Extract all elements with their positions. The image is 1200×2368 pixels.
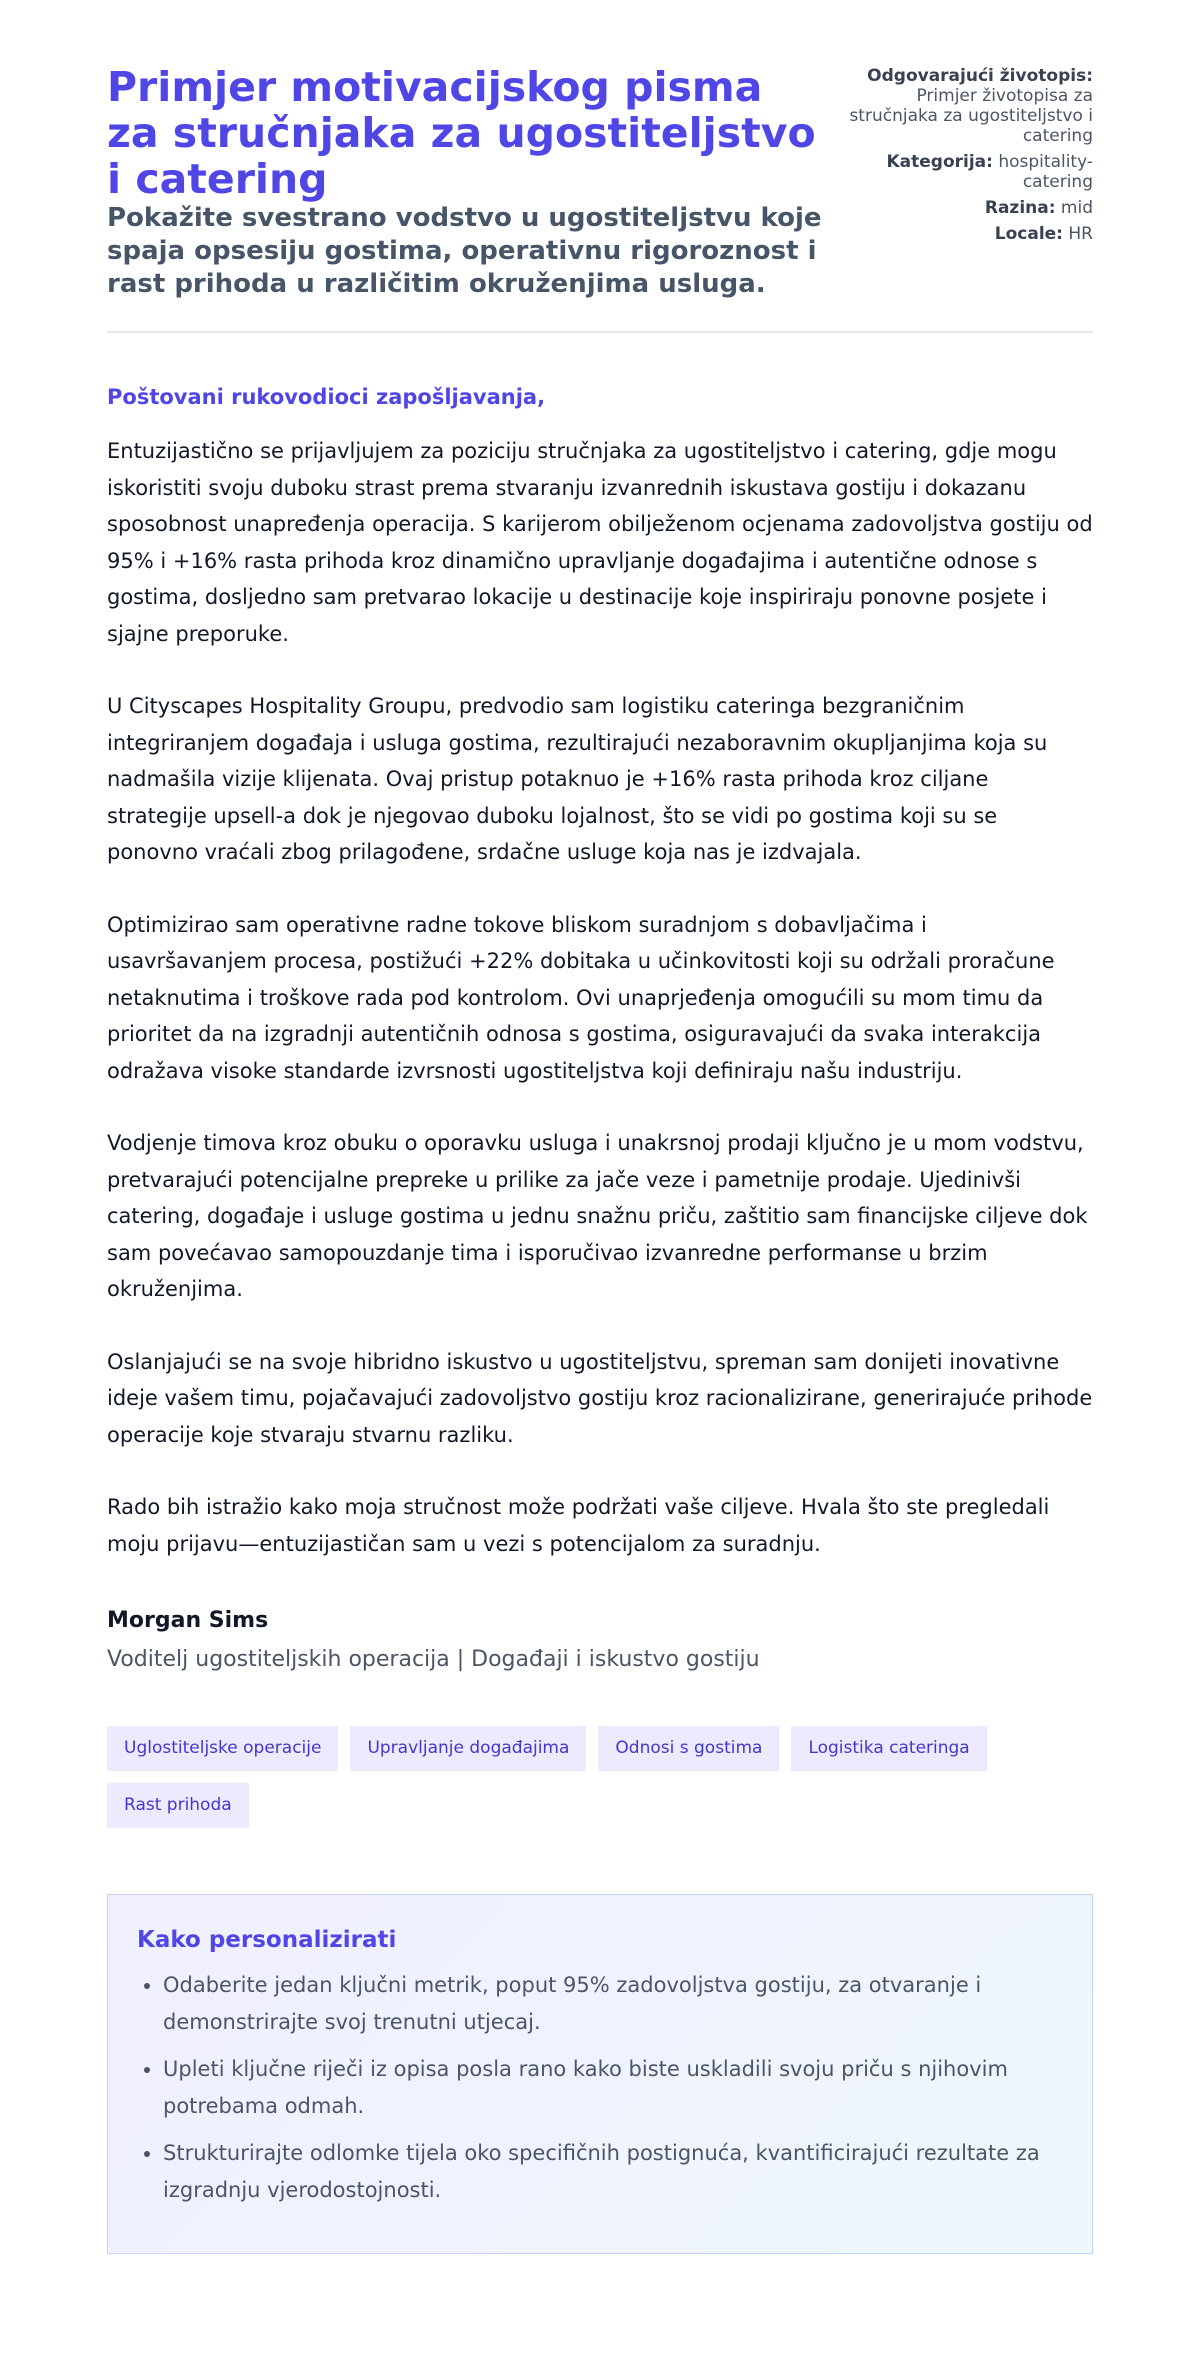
meta-category: Kategorija: hospitality-catering — [886, 152, 1093, 192]
tip-item: • Strukturirajte odlomke tijela oko specifičnih postignuća, kvantificirajući rezultate za izgradnju vjerodostojnosti. — [163, 2135, 1063, 2208]
tips-title: Kako personalizirati — [137, 1927, 397, 1953]
tag: Odnosi s gostima — [598, 1726, 779, 1771]
personalize-tips-box — [107, 1894, 1093, 2254]
letter-body — [107, 433, 1093, 1562]
tag: Logistika cateringa — [791, 1726, 986, 1771]
signature-name: Morgan Sims — [107, 1608, 269, 1633]
page-subtitle: Pokažite svestrano vodstvo u ugostiteljstvu koje spaja opsesiju gostima, operativnu rigoroznost i rast prihoda u različitim okruženjima usluga. — [107, 203, 822, 299]
header — [107, 64, 1093, 333]
meta-level: Razina: mid — [984, 198, 1093, 218]
meta-panel — [843, 66, 1093, 250]
tip-item: • Upleti ključne riječi iz opisa posla rano kako biste uskladili svoju priču s njihovim potrebama odmah. — [163, 2051, 1063, 2124]
paragraph: Oslanjajući se na svoje hibridno iskustvo u ugostiteljstvu, spreman sam donijeti inovativne ideje vašem timu, pojačavajući zadovoljstvo gostiju kroz racionalizirane, generirajuće prihode operacije koje stvaraju stvarnu razliku. — [107, 1349, 1093, 1447]
signature-title: Voditelj ugostiteljskih operacija | Događaji i iskustvo gostiju — [107, 1647, 760, 1672]
paragraph: Entuzijastično se prijavljujem za poziciju stručnjaka za ugostiteljstvo i catering, gdje mogu iskoristiti svoju duboku strast prema stvaranju izvanrednih iskustava gostiju i dokazanu sposobnost unapređenja operacija. S karijerom obilježenom ocjenama zadovoljstva gostiju od 95% i +16% rasta prihoda kroz dinamično upravljanje događajima i autentične odnose s gostima, dosljedno sam pretvarao lokacije u destinacije koje inspiriraju ponovne posjete i sjajne preporuke. — [107, 439, 1093, 646]
paragraph: Vodjenje timova kroz obuku o oporavku usluga i unakrsnoj prodaji ključno je u mom vodstvu, pretvarajući potencijalne prepreke u prilike za jače veze i pametnije prodaje. Ujedinivši catering, događaje i usluge gostima u jednu snažnu priču, zaštitio sam financijske ciljeve dok sam povećavao samopouzdanje tima i isporučivao izvanredne performanse u brzim okruženjima. — [107, 1131, 1088, 1301]
meta-resume: Odgovarajući životopis: Primjer životopisa za stručnjaka za ugostiteljstvo i catering — [849, 66, 1093, 146]
paragraph: U Cityscapes Hospitality Groupu, predvodio sam logistiku cateringa bezgraničnim integriranjem događaja i usluga gostima, rezultirajući nezaboravnim okupljanjima koja su nadmašila vizije klijenata. Ovaj pristup potaknuo je +16% rasta prihoda kroz ciljane strategije upsell-a dok je njegovao duboku lojalnost, što se vidi po gostima koji su se ponovno vraćali zbog prilagođene, srdačne usluge koja nas je izdvajala. — [107, 694, 1048, 864]
paragraph: Optimizirao sam operativne radne tokove bliskom suradnjom s dobavljačima i usavršavanjem procesa, postižući +22% dobitaka u učinkovitosti koji su održali proračune netaknutima i troškove rada pod kontrolom. Ovi unaprjeđenja omogućili su mom timu da prioritet da na izgradnji autentičnih odnosa s gostima, osiguravajući da svaka interakcija odražava visoke standarde izvrsnosti ugostiteljstva koji definiraju našu industriju. — [107, 912, 1055, 1083]
paragraph: Rado bih istražio kako moja stručnost može podržati vaše ciljeve. Hvala što ste pregledali moju prijavu—entuzijastičan sam u vezi s potencijalom za suradnju. — [107, 1495, 1050, 1556]
tips-list — [137, 1967, 1063, 2208]
greeting: Poštovani rukovodioci zapošljavanja, — [107, 385, 546, 409]
resume-link[interactable]: Primjer životopisa za stručnjaka za ugostiteljstvo i catering — [849, 86, 1093, 146]
page-title: Primjer motivacijskog pisma za stručnjaka za ugostiteljstvo i catering — [107, 63, 816, 203]
tag: Uglostiteljske operacije — [107, 1726, 338, 1771]
tag: Upravljanje događajima — [350, 1726, 586, 1771]
tip-item: • Odaberite jedan ključni metrik, poput 95% zadovoljstva gostiju, za otvaranje i demonstrirajte svoj trenutni utjecaj. — [163, 1967, 1063, 2040]
meta-locale: Locale: HR — [994, 224, 1093, 244]
tag-list — [107, 1726, 1027, 1828]
tag: Rast prihoda — [107, 1783, 249, 1828]
